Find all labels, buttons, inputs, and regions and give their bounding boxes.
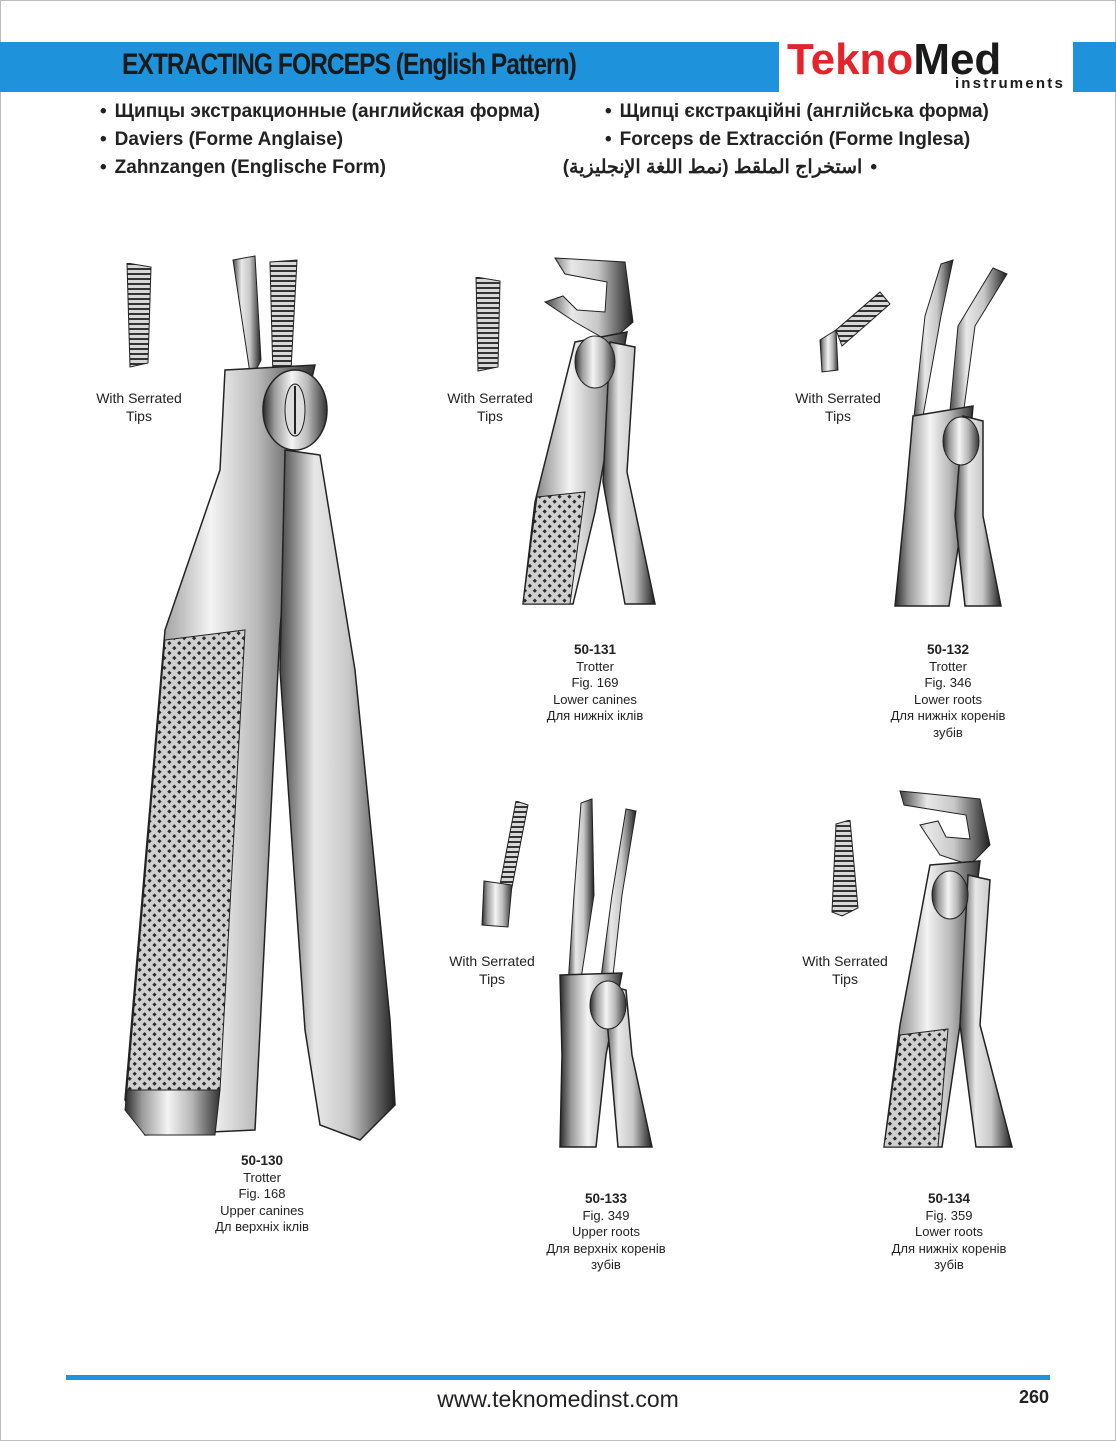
product-line: Для нижніх іклів: [546, 708, 644, 723]
brand-logo: [779, 36, 1073, 94]
serrated-label-line-2: Tips: [832, 971, 858, 987]
serrated-label-line-1: With Serrated: [795, 390, 881, 406]
forceps-50-133-image: [556, 795, 656, 1150]
serrated-tip-50-131-image: [472, 277, 504, 373]
serrated-label-line-1: With Serrated: [449, 953, 535, 969]
serrated-tip-50-132-image: [816, 290, 892, 374]
product-line: Trotter: [243, 1169, 281, 1185]
product-line: Trotter: [576, 658, 614, 674]
product-code: 50-130: [240, 1153, 284, 1168]
serrated-label-line-1: With Serrated: [96, 390, 182, 406]
product-line: Для нижніх коренів: [890, 708, 1006, 723]
translations-right: [562, 98, 989, 182]
product-line: Lower roots: [914, 691, 982, 707]
product-line: зубів: [933, 724, 963, 740]
product-line: Дл верхніх іклів: [215, 1219, 309, 1234]
product-caption-50-131: [505, 642, 685, 725]
footer-rule: [66, 1375, 1050, 1380]
serrated-label-line-2: Tips: [479, 971, 505, 987]
forceps-50-131-image: [515, 252, 665, 608]
translation-ukrainian: • Щипці єкстракційні (англійська форма): [605, 98, 989, 126]
product-line: Fig. 346: [924, 675, 972, 690]
serrated-label-line-2: Tips: [825, 408, 851, 424]
product-caption-50-130: [172, 1153, 352, 1236]
product-caption-50-133: [516, 1191, 696, 1274]
product-line: зубів: [591, 1257, 621, 1272]
product-code: 50-133: [584, 1191, 628, 1206]
product-line: Fig. 349: [582, 1207, 630, 1223]
product-line: Fig. 359: [925, 1207, 973, 1223]
serrated-label-line-1: With Serrated: [802, 953, 888, 969]
product-code: 50-134: [927, 1191, 971, 1206]
serrated-label-line-2: Tips: [126, 408, 152, 424]
translation-spanish: • Forceps de Extracción (Forme Inglesa): [605, 126, 989, 154]
logo-subtitle: instruments: [954, 75, 1065, 92]
product-code: 50-132: [926, 642, 970, 657]
serrated-label-50-134: [785, 952, 905, 988]
forceps-50-130-image: [105, 250, 405, 1145]
serrated-label-50-133: [432, 952, 552, 988]
translation-german: • Zahnzangen (Englische Form): [100, 154, 540, 182]
serrated-label-line-1: With Serrated: [447, 390, 533, 406]
translation-arabic: • استخراج الملقط (نمط اللغة الإنجليزية): [605, 154, 877, 182]
logo-word-tekno: Tekno: [787, 35, 914, 84]
serrated-label-line-2: Tips: [477, 408, 503, 424]
product-line: Lower roots: [915, 1224, 983, 1239]
product-line: Fig. 169: [571, 675, 619, 690]
serrated-tip-50-134-image: [828, 820, 862, 920]
serrated-label-50-131: [430, 389, 550, 425]
product-line: Upper canines: [220, 1202, 304, 1218]
page-title: EXTRACTING FORCEPS (English Pattern): [122, 48, 576, 81]
serrated-tip-50-133-image: [480, 801, 530, 929]
product-line: Для нижніх коренів: [891, 1240, 1007, 1256]
serrated-tip-50-130-image: [124, 263, 154, 371]
translation-russian: • Щипцы экстракционные (английская форма): [100, 98, 540, 126]
page-number: 260: [1019, 1387, 1050, 1407]
serrated-label-50-132: [778, 389, 898, 425]
product-line: Lower canines: [553, 691, 637, 707]
product-line: зубів: [934, 1257, 964, 1272]
translations-left: [100, 98, 540, 182]
serrated-label-50-130: [79, 389, 199, 425]
product-code: 50-131: [573, 642, 617, 657]
translation-french: • Daviers (Forme Anglaise): [100, 126, 540, 154]
forceps-50-132-image: [883, 256, 1018, 608]
product-caption-50-134: [859, 1191, 1039, 1274]
logo-word-med: Med: [913, 35, 1002, 84]
footer-website-link[interactable]: www.teknomedinst.com: [437, 1386, 679, 1412]
product-line: Fig. 168: [238, 1186, 286, 1201]
product-line: Trotter: [929, 658, 967, 674]
product-caption-50-132: [858, 642, 1038, 741]
product-line: Upper roots: [572, 1224, 640, 1239]
product-line: Для верхніх коренів: [546, 1240, 666, 1256]
